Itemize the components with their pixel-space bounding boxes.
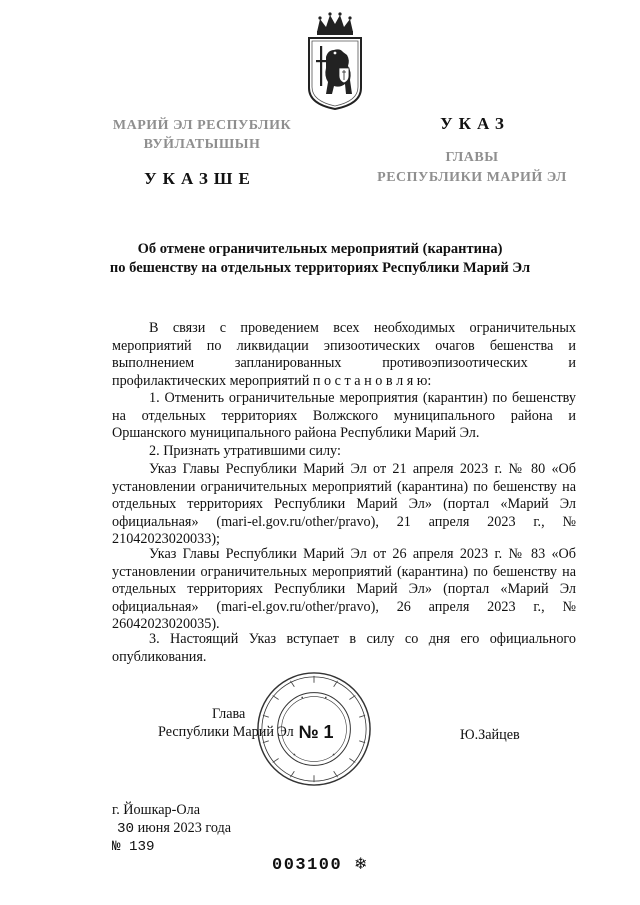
header-left-line1: МАРИЙ ЭЛ РЕСПУБЛИК [112, 118, 292, 133]
item-2-paragraph: 2. Признать утратившими силу: [149, 443, 341, 459]
footer-city: г. Йошкар-Ола [112, 802, 200, 818]
seal-number: № 1 [298, 722, 334, 742]
item-2b-paragraph: Указ Главы Республики Марий Эл от 26 апреля 2023 г. № 83 «Об установлении ограничительных мероприятий (карантина) по бешенству на отдельных территориях Республики Марий Эл» (портал «Марий Эл официальная» (mari-el.gov.ru/other/pravo), 26 апреля 2023 г., № 26042023020035). [112, 546, 576, 633]
item-1-paragraph: 1. Отменить ограничительные мероприятия (карантин) по бешенству на отдельных территориях Волжского муниципального района и Оршанского муниципального района Республики Марий Эл. [112, 390, 576, 442]
intro-paragraph [112, 320, 576, 390]
signature-position-line2: Республики Марий Эл [158, 724, 294, 740]
header-right-line1: ГЛАВЫ [445, 150, 499, 165]
footer-date [117, 819, 231, 838]
header-left-title: УКАЗШЕ [144, 169, 256, 188]
footer-serial-number: 003100 [272, 856, 343, 875]
header-right-title: УКАЗ [440, 114, 510, 133]
signature-position-line1: Глава [212, 706, 246, 722]
signature-name: Ю.Зайцев [460, 727, 520, 743]
coat-of-arms-emblem [300, 10, 370, 110]
header-right-line2: РЕСПУБЛИКИ МАРИЙ ЭЛ [377, 170, 567, 185]
header-left-line2: ВУЙЛАТЫШЫН [143, 137, 261, 152]
footer-date-rest: июня 2023 года [137, 820, 232, 836]
document-title [60, 240, 580, 278]
footer-date-day: 30 [117, 821, 135, 837]
snowflake-icon: ❄ [354, 856, 368, 873]
intro-text: В связи с проведением всех необходимых ограничительных мероприятий по ликвидации эпизоотических очагов бешенства и выполнением запланированных противоэпизоотических и профилактических мероприятий [112, 320, 576, 389]
footer-decree-number: № 139 [112, 839, 155, 855]
item-2a-paragraph: Указ Главы Республики Марий Эл от 21 апреля 2023 г. № 80 «Об установлении ограничительных мероприятий (карантина) по бешенству на отдельных территориях Республики Марий Эл» (портал «Марий Эл официальная» (mari-el.gov.ru/other/pravo), 21 апреля 2023 г., № 21042023020033); [112, 461, 576, 548]
item-3-paragraph: 3. Настоящий Указ вступает в силу со дня его официального опубликования. [112, 631, 576, 665]
document-title-line2: по бешенству на отдельных территориях Республики Марий Эл [109, 260, 531, 276]
intro-decree-word: п о с т а н о в л я ю: [312, 372, 432, 389]
document-title-line1: Об отмене ограничительных мероприятий (карантина) [137, 241, 503, 257]
